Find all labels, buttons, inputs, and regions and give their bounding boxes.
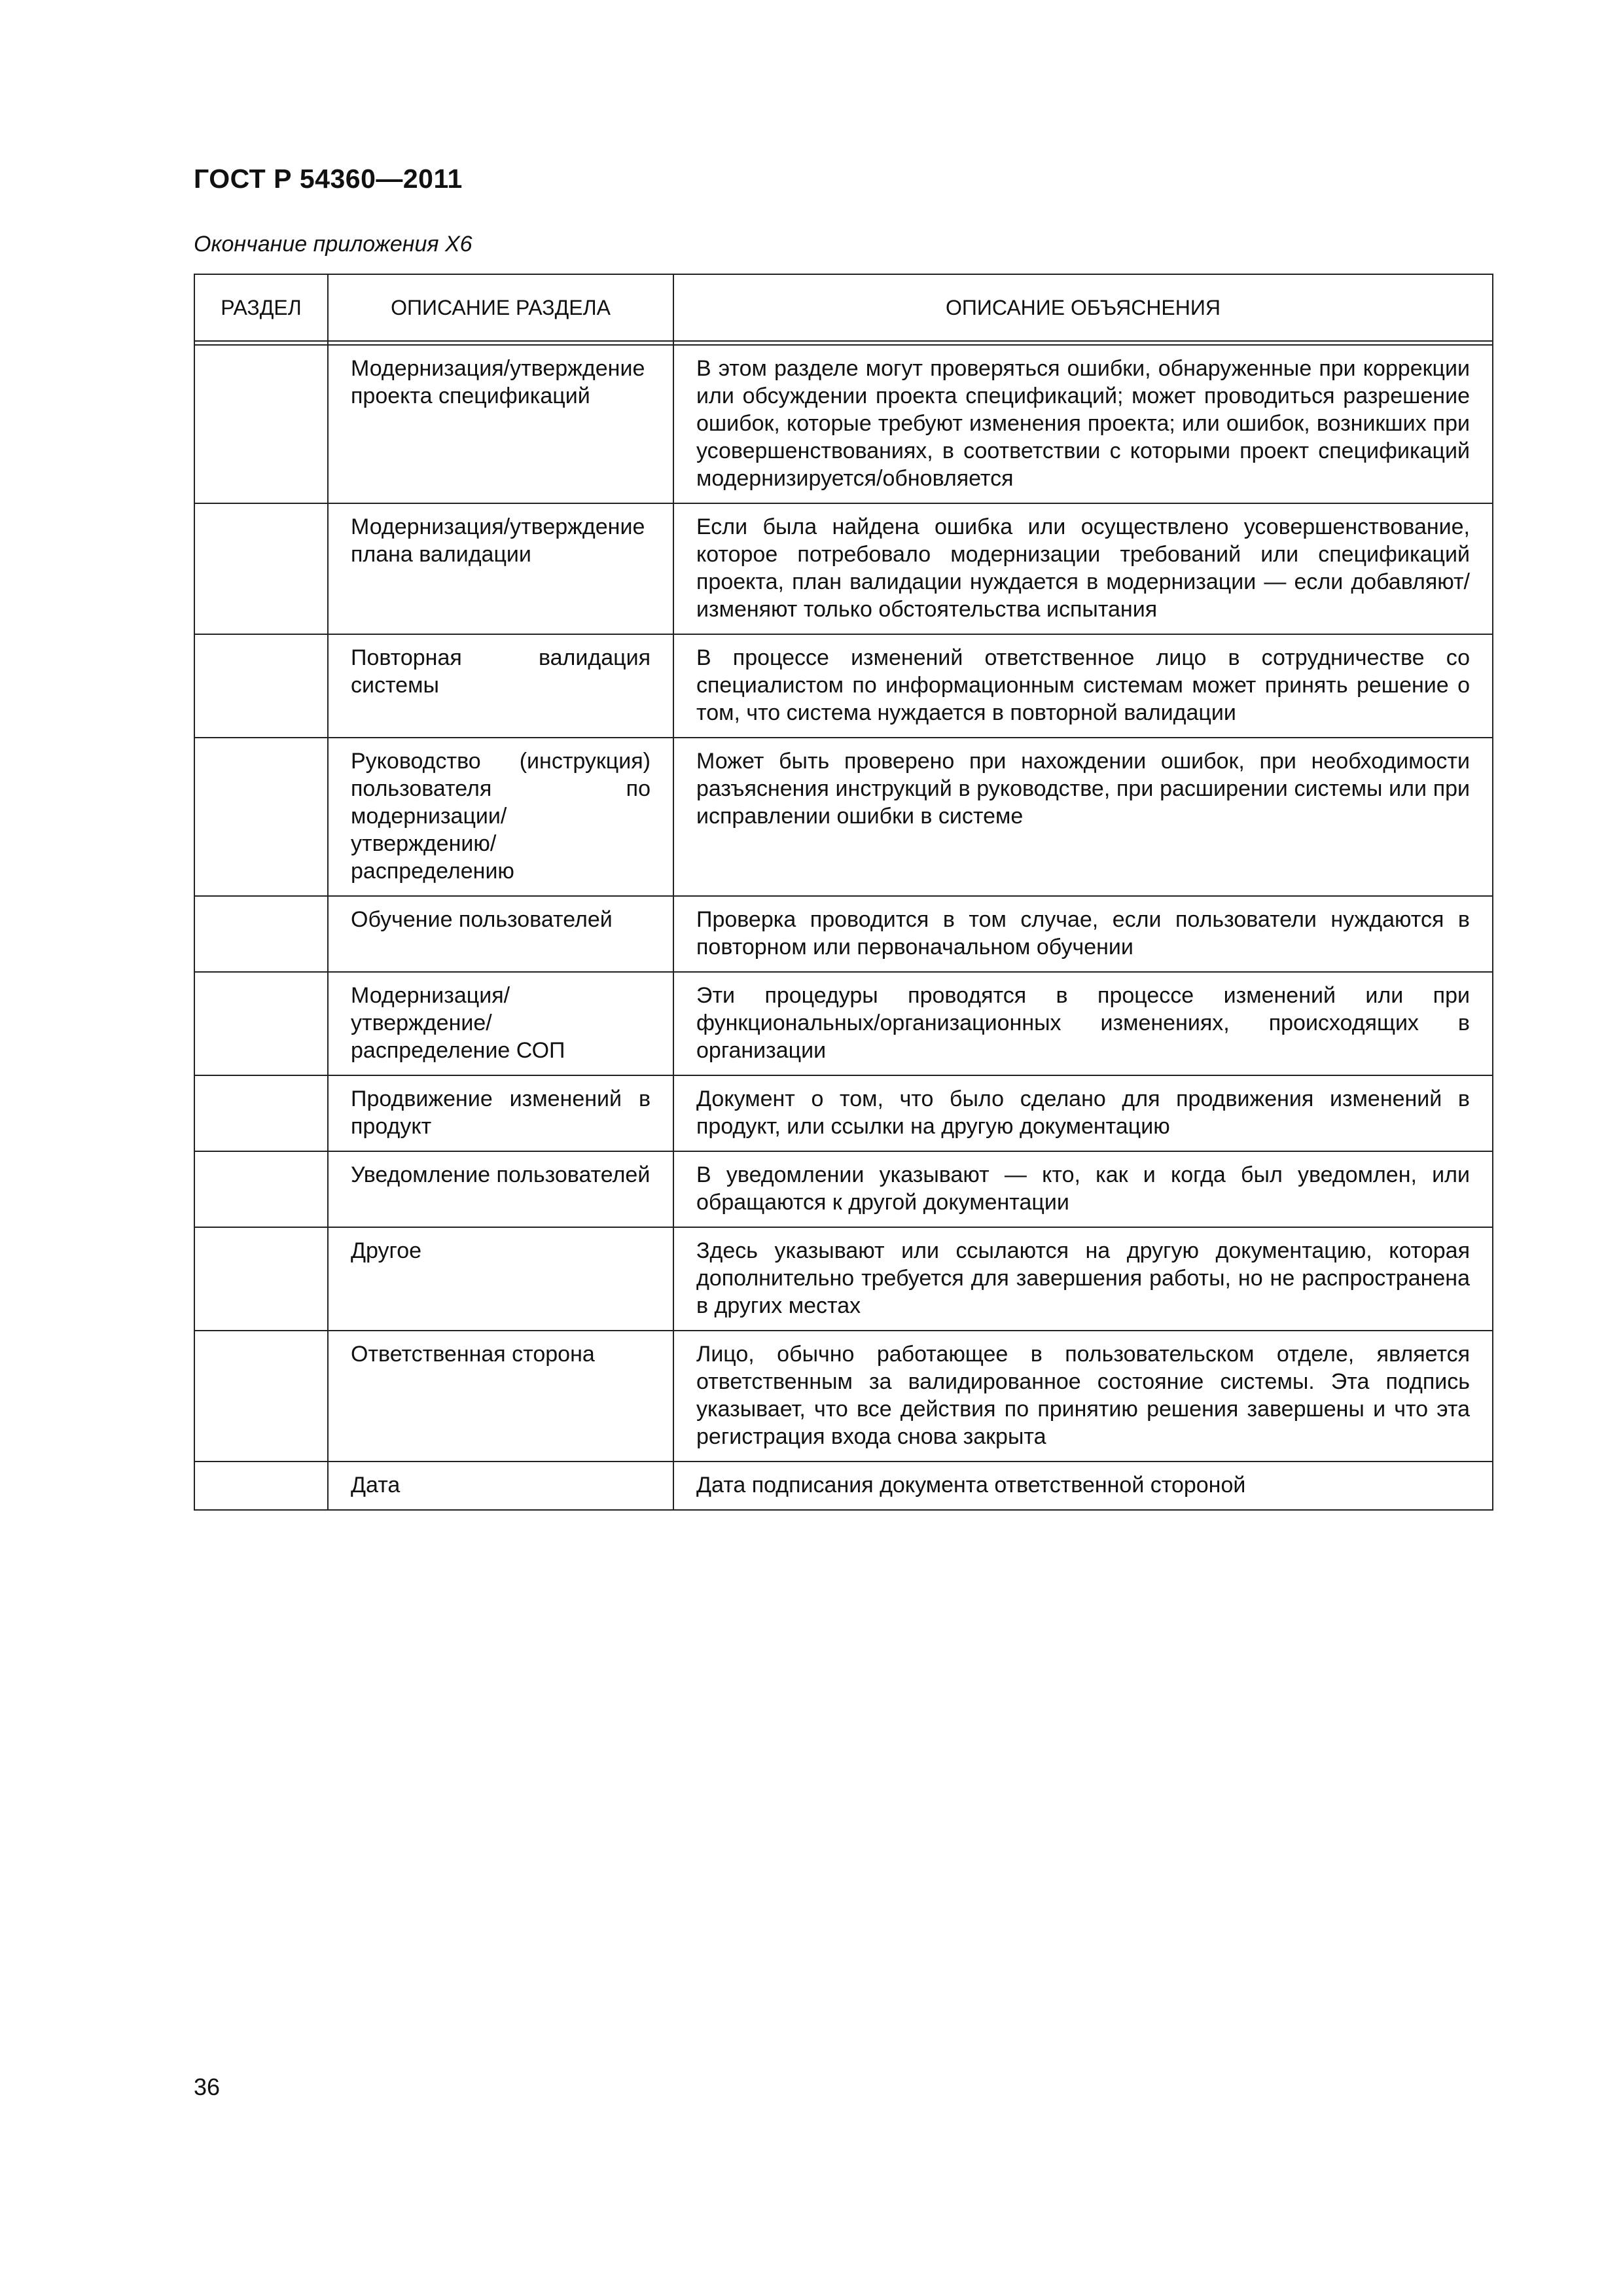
table-row — [194, 738, 1493, 896]
table-row — [194, 503, 1493, 634]
standard-code: ГОСТ Р 54360—2011 — [194, 164, 463, 194]
section-cell — [194, 738, 328, 896]
table-row — [194, 345, 1493, 503]
explanation-cell: Эти процедуры проводятся в процессе изменений или при функциональных/организационных изменениях, происходящих в организации — [673, 972, 1493, 1075]
section-cell — [194, 1151, 328, 1227]
explanation-cell: Если была найдена ошибка или осуществлено усовершенствование, которое потребовало модернизации требований или спецификаций проекта, план валидации нуждается в модернизации — если добавляют/изменяют только обстоятельства испытания — [673, 503, 1493, 634]
table-row — [194, 972, 1493, 1075]
section-description-cell: Руководство (инструкция) пользователя по модернизации/утверждению/ распределению — [328, 738, 673, 896]
section-cell — [194, 1227, 328, 1331]
section-description-cell: Модернизация/утверждение проекта спецификаций — [328, 345, 673, 503]
section-cell — [194, 345, 328, 503]
section-cell — [194, 896, 328, 972]
table-row — [194, 896, 1493, 972]
table-row — [194, 1331, 1493, 1462]
page-number: 36 — [194, 2073, 221, 2100]
explanation-cell: Документ о том, что было сделано для продвижения изменений в продукт, или ссылки на другую документацию — [673, 1075, 1493, 1151]
appendix-table — [194, 274, 1493, 1511]
table-row — [194, 1151, 1493, 1227]
section-cell — [194, 634, 328, 738]
section-cell — [194, 503, 328, 634]
explanation-cell: Проверка проводится в том случае, если пользователи нуждаются в повторном или первоначальном обучении — [673, 896, 1493, 972]
section-description-cell: Модернизация/утверждение плана валидации — [328, 503, 673, 634]
section-description-cell: Повторная валидация системы — [328, 634, 673, 738]
table-header — [194, 274, 1493, 345]
section-description-cell: Обучение пользователей — [328, 896, 673, 972]
section-description-cell: Другое — [328, 1227, 673, 1331]
section-cell — [194, 972, 328, 1075]
section-description-cell: Дата — [328, 1462, 673, 1510]
section-description-cell: Ответственная сторона — [328, 1331, 673, 1462]
explanation-cell: Здесь указывают или ссылаются на другую документацию, которая дополнительно требуется для завершения работы, но не распространена в других местах — [673, 1227, 1493, 1331]
explanation-cell: В процессе изменений ответственное лицо в сотрудничестве со специалистом по информационным системам может принять решение о том, что система нуждается в повторной валидации — [673, 634, 1493, 738]
explanation-cell: Может быть проверено при нахождении ошибок, при необходимости разъяснения инструкций в руководстве, при расширении системы или при исправлении ошибки в системе — [673, 738, 1493, 896]
table-body — [194, 345, 1493, 1510]
column-header-explanation: ОПИСАНИЕ ОБЪЯСНЕНИЯ — [673, 274, 1493, 341]
section-description-cell: Продвижение изменений в продукт — [328, 1075, 673, 1151]
section-description-cell: Модернизация/утверждение/распределение СОП — [328, 972, 673, 1075]
table-row — [194, 1462, 1493, 1510]
column-header-section: РАЗДЕЛ — [194, 274, 328, 341]
table-row — [194, 1227, 1493, 1331]
column-header-section-description: ОПИСАНИЕ РАЗДЕЛА — [328, 274, 673, 341]
section-cell — [194, 1331, 328, 1462]
table-row — [194, 634, 1493, 738]
section-cell — [194, 1075, 328, 1151]
section-description-cell: Уведомление пользователей — [328, 1151, 673, 1227]
explanation-cell: В этом разделе могут проверяться ошибки, обнаруженные при коррекции или обсуждении проекта спецификаций; может проводиться разрешение ошибок, которые требуют изменения проекта; или ошибок, возникших при усовершенствованиях, в соответствии с которыми проект спецификаций модернизируется/обновляется — [673, 345, 1493, 503]
section-cell — [194, 1462, 328, 1510]
explanation-cell: Дата подписания документа ответственной стороной — [673, 1462, 1493, 1510]
explanation-cell: Лицо, обычно работающее в пользовательском отделе, является ответственным за валидированное состояние системы. Эта подпись указывает, что все действия по принятию решения завершены и что эта регистрация входа снова закрыта — [673, 1331, 1493, 1462]
table-caption: Окончание приложения X6 — [194, 232, 473, 257]
explanation-cell: В уведомлении указывают — кто, как и когда был уведомлен, или обращаются к другой документации — [673, 1151, 1493, 1227]
table-row — [194, 1075, 1493, 1151]
